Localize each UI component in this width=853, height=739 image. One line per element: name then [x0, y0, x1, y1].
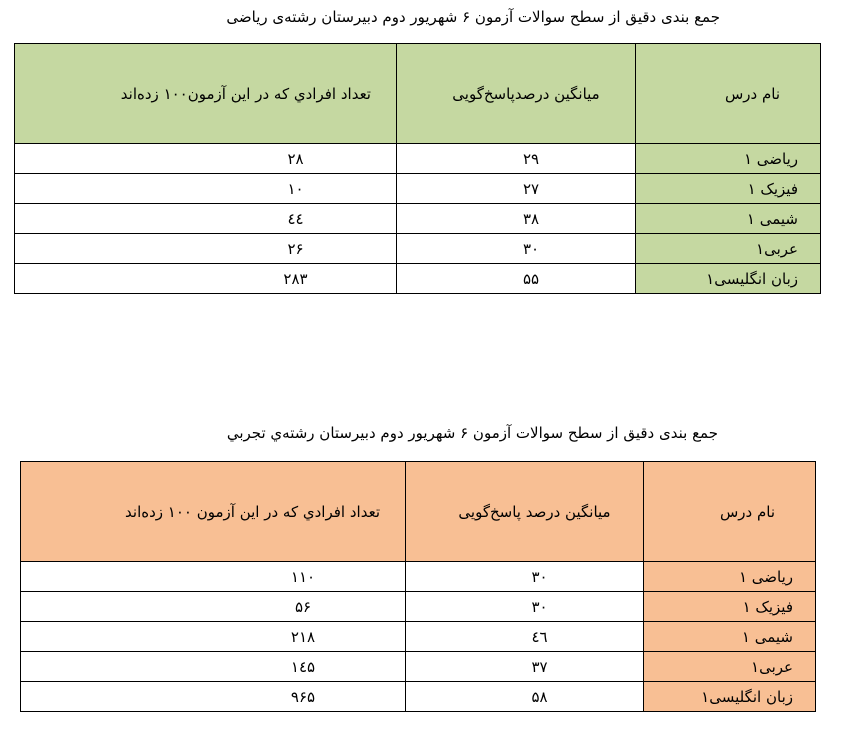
table-row	[21, 622, 816, 652]
average-cell: ۵۸	[406, 682, 644, 712]
count-cell: ۲۸	[15, 144, 397, 174]
count-cell: ۹۶۵	[21, 682, 406, 712]
course-name-cell: فیزیک ۱	[644, 592, 816, 622]
course-name-cell: زبان انگلیسی۱	[644, 682, 816, 712]
table-header-row	[15, 44, 821, 144]
average-cell: ۳۰	[397, 234, 636, 264]
count-cell: ۱٤۵	[21, 652, 406, 682]
course-name-cell: عربی۱	[636, 234, 821, 264]
math-track-table	[14, 43, 821, 294]
average-cell: ٤٦	[406, 622, 644, 652]
table2-title: جمع بندی دقیق از سطح سوالات آزمون ۶ شهریور دوم دبیرستان رشته‌ي تجربي	[226, 424, 718, 442]
average-cell: ۳۰	[406, 592, 644, 622]
average-cell: ۲۷	[397, 174, 636, 204]
table-row	[15, 144, 821, 174]
course-name-cell: فیزیک ۱	[636, 174, 821, 204]
table-row	[15, 264, 821, 294]
header-average-percent: میانگین درصد پاسخ‌گویی	[406, 462, 644, 562]
count-cell: ۱۱۰	[21, 562, 406, 592]
table-row	[21, 652, 816, 682]
average-cell: ۵۵	[397, 264, 636, 294]
table1-title: جمع بندی دقیق از سطح سوالات آزمون ۶ شهریور دوم دبیرستان رشته‌ی ریاضی	[226, 8, 720, 26]
course-name-cell: شیمی ۱	[636, 204, 821, 234]
count-cell: ۲۸۳	[15, 264, 397, 294]
course-name-cell: ریاضی ۱	[636, 144, 821, 174]
count-cell: ۱۰	[15, 174, 397, 204]
experimental-track-table	[20, 461, 816, 712]
table-row	[15, 174, 821, 204]
average-cell: ۳۰	[406, 562, 644, 592]
table-header-row	[21, 462, 816, 562]
table-row	[15, 234, 821, 264]
table-row	[21, 592, 816, 622]
course-name-cell: ریاضی ۱	[644, 562, 816, 592]
count-cell: ۵۶	[21, 592, 406, 622]
header-average-percent: میانگین درصدپاسخ‌گویی	[397, 44, 636, 144]
table-row	[21, 682, 816, 712]
count-cell: ۲۶	[15, 234, 397, 264]
table-row	[15, 204, 821, 234]
count-cell: ۲۱۸	[21, 622, 406, 652]
average-cell: ۲۹	[397, 144, 636, 174]
table-row	[21, 562, 816, 592]
course-name-cell: شیمی ۱	[644, 622, 816, 652]
count-cell: ٤٤	[15, 204, 397, 234]
header-full-score-count: تعداد افرادي كه در اين آزمون ۱۰۰ زده‌اند	[21, 462, 406, 562]
course-name-cell: زبان انگلیسی۱	[636, 264, 821, 294]
average-cell: ۳۷	[406, 652, 644, 682]
average-cell: ۳۸	[397, 204, 636, 234]
header-course-name: نام درس	[644, 462, 816, 562]
header-course-name: نام درس	[636, 44, 821, 144]
header-full-score-count: تعداد افرادي كه در اين آزمون۱۰۰ زده‌اند	[15, 44, 397, 144]
course-name-cell: عربی۱	[644, 652, 816, 682]
